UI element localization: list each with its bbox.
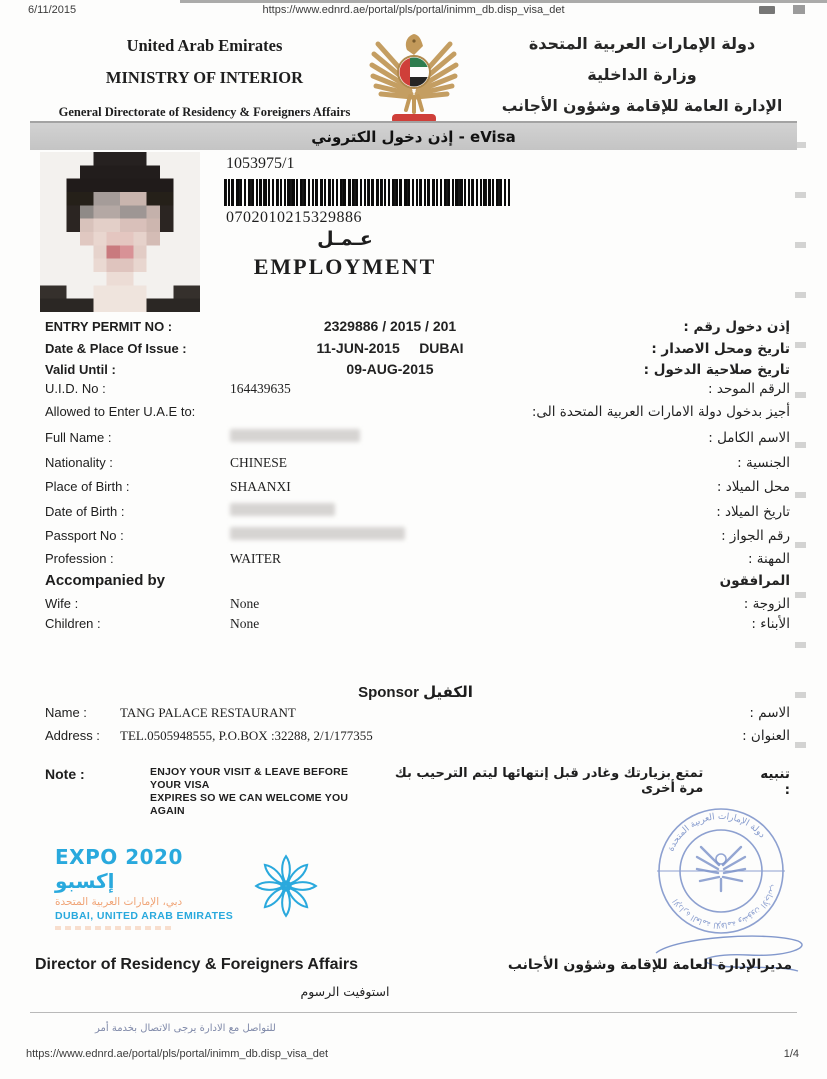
expo-2020-logo — [55, 845, 245, 930]
field-row-entry-permit-no — [45, 318, 790, 335]
note-label-en: Note : — [45, 766, 85, 782]
field-value: None — [230, 616, 260, 631]
redacted-value — [230, 429, 360, 442]
field-row-children — [45, 616, 790, 632]
field-row-date-place-of-issue — [45, 340, 790, 357]
print-date: 6/11/2015 — [28, 4, 77, 16]
expo-rosette-icon — [250, 850, 322, 927]
sponsor-row-address — [45, 728, 790, 744]
field-row-uid-no — [45, 381, 790, 397]
field-row-full-name — [45, 429, 790, 446]
svg-text:الإدارة العامة للإقامة وشؤون ا: الإدارة العامة للإقامة وشؤون الأجانب — [670, 883, 779, 931]
section-title-ar: المرافقون — [719, 573, 790, 589]
field-label: Passport No : — [45, 528, 124, 543]
footer-divider — [30, 1012, 797, 1013]
note-text-en-line2: EXPIRES SO WE CAN WELCOME YOU AGAIN — [150, 792, 349, 817]
field-label-ar: العنوان : — [742, 728, 790, 744]
portrait-photo — [40, 152, 200, 312]
director-title-ar: مديرالإدارة العامة للإقامة وشؤون الأجانب — [507, 957, 792, 973]
field-row-date-of-birth — [45, 503, 790, 520]
fees-collected-text: استوفيت الرسوم — [300, 984, 390, 999]
field-label-ar: الاسم الكامل : — [708, 430, 790, 446]
country-name-en: United Arab Emirates — [126, 36, 283, 55]
field-label-ar: الجنسية : — [737, 455, 790, 471]
field-value: TEL.0505948555, P.O.BOX :32288, 2/1/177355 — [120, 728, 373, 743]
field-label-ar: أجيز بدخول دولة الامارات العربية المتحدة الى: — [531, 404, 790, 420]
field-row-place-of-birth — [45, 479, 790, 495]
visa-type — [200, 228, 490, 280]
field-row-profession — [45, 551, 790, 567]
field-label: Profession : — [45, 551, 114, 566]
directorate-name-ar: الإدارة العامة للإقامة وشؤون الأجانب — [501, 97, 783, 115]
field-label: Date of Birth : — [45, 504, 125, 519]
redacted-value — [230, 527, 405, 540]
field-label-ar: رقم الجواز : — [721, 528, 790, 544]
field-value: WAITER — [230, 551, 281, 566]
field-label: Date & Place Of Issue : — [45, 341, 187, 356]
director-row — [35, 956, 792, 974]
barcode-number: 0702010215329886 — [226, 209, 362, 226]
sponsor-row-name — [45, 705, 790, 721]
sponsor-title-ar: الكفيل — [423, 683, 473, 701]
field-value: CHINESE — [230, 455, 287, 470]
svg-text:دولة الإمارات العربية المتحدة: دولة الإمارات العربية المتحدة — [666, 811, 767, 854]
ministry-name-ar: وزارة الداخلية — [587, 65, 697, 84]
field-label-ar: الزوجة : — [743, 596, 790, 612]
field-row-wife — [45, 596, 790, 612]
director-title-en: Director of Residency & Foreigners Affairs — [35, 956, 359, 973]
expo-logo-line3: DUBAI, UNITED ARAB EMIRATES — [55, 910, 234, 922]
section-title-en: Accompanied by — [45, 572, 166, 589]
field-label: Nationality : — [45, 455, 113, 470]
redacted-value — [230, 503, 335, 516]
footer-page-number: 1/4 — [783, 1048, 799, 1060]
field-value: 164439635 — [230, 381, 291, 396]
section-accompanied-by — [45, 572, 790, 589]
directorate-name-en: General Directorate of Residency & Foreigners Affairs — [58, 105, 351, 119]
field-value: 11-JUN-2015 DUBAI — [316, 340, 464, 356]
sponsor-section-title — [0, 683, 827, 701]
country-name-ar: دولة الإمارات العربية المتحدة — [528, 34, 756, 53]
field-label: Allowed to Enter U.A.E to: — [45, 404, 196, 419]
header-arabic — [487, 34, 797, 115]
scan-edge-artifact — [180, 0, 827, 3]
field-label-ar: الأبناء : — [751, 616, 790, 632]
note-text-ar: تمتع بزيارتك وغادر قبل إنتهائها ليتم الترحيب بك مرة أخرى — [394, 766, 704, 796]
print-url: https://www.ednrd.ae/portal/pls/portal/inimm_db.disp_visa_det — [262, 4, 565, 16]
visa-type-ar: عـمـل — [317, 228, 373, 250]
uae-falcon-emblem-icon — [368, 30, 460, 131]
footer-url: https://www.ednrd.ae/portal/pls/portal/inimm_db.disp_visa_det — [26, 1048, 329, 1060]
field-value: 2329886 / 2015 / 201 — [323, 318, 457, 334]
expo-logo-line2: دبي، الإمارات العربية المتحدة — [55, 896, 183, 908]
field-label-ar: تاريخ ومحل الاصدار : — [651, 341, 790, 357]
field-label-ar: الاسم : — [749, 705, 790, 721]
field-value: None — [230, 596, 260, 611]
field-value: SHAANXI — [230, 479, 291, 494]
visa-fields — [45, 318, 790, 638]
field-label: ENTRY PERMIT NO : — [45, 319, 173, 334]
field-label: Children : — [45, 616, 101, 631]
note-label-ar: تنبيه : — [760, 766, 790, 798]
field-row-valid-until — [45, 361, 790, 378]
field-label: Full Name : — [45, 430, 112, 445]
field-row-passport-no — [45, 527, 790, 544]
field-label: Valid Until : — [45, 362, 116, 377]
field-value: 09-AUG-2015 — [346, 361, 434, 377]
sponsor-title-en: Sponsor — [358, 684, 419, 701]
field-label: Place of Birth : — [45, 479, 130, 494]
field-label-ar: تاريخ الميلاد : — [716, 504, 790, 520]
contact-instruction-text: للتواصل مع الادارة يرجى الاتصال بخدمة أمر — [95, 1023, 276, 1034]
field-label-ar: محل الميلاد : — [716, 479, 790, 495]
field-label-ar: المهنة : — [747, 551, 790, 567]
field-label-ar: تاريخ صلاحية الدخول : — [643, 362, 790, 378]
field-label-ar: إذن دخول رقم : — [683, 319, 790, 335]
expo-logo-line1: EXPO 2020 إكسبو — [55, 845, 183, 893]
visa-type-en: EMPLOYMENT — [253, 254, 437, 279]
field-label: Name : — [45, 705, 87, 720]
field-label: U.I.D. No : — [45, 381, 106, 396]
field-row-nationality — [45, 455, 790, 471]
note-text-en-line1: ENJOY YOUR VISIT & LEAVE BEFORE YOUR VISA — [150, 766, 349, 791]
ministry-name-en: MINISTRY OF INTERIOR — [105, 68, 304, 87]
expo-logo-fineprint — [55, 926, 175, 930]
note-text-en — [150, 766, 377, 818]
field-label: Address : — [45, 728, 100, 743]
barcode-icon — [224, 179, 510, 206]
field-row-allowed-to-enter — [45, 404, 790, 420]
field-value: TANG PALACE RESTAURANT — [120, 705, 296, 720]
field-label: Wife : — [45, 596, 79, 611]
visa-serial-number: 1053975/1 — [226, 155, 295, 172]
header-english — [52, 36, 357, 120]
evisa-title-bar: إذن دخول الكتروني - eVisa — [30, 121, 797, 150]
field-label-ar: الرقم الموحد : — [708, 381, 790, 397]
